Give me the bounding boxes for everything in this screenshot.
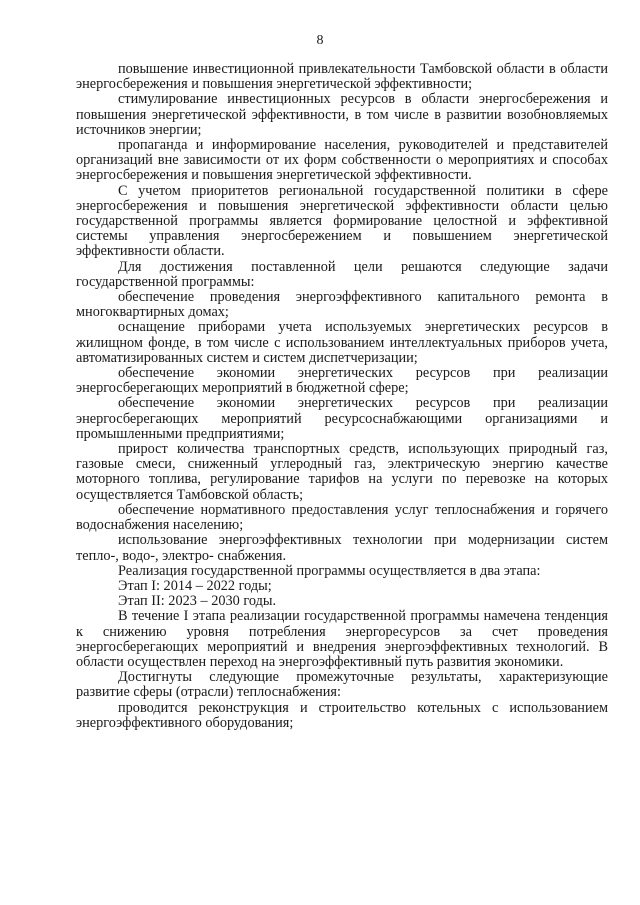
paragraph: Для достижения поставленной цели решаются следующие задачи государственной программы: — [76, 258, 608, 290]
paragraph: использование энергоэффективных технологии при модернизации систем тепло-, водо-, электро- снабжения. — [76, 532, 608, 564]
paragraph: оснащение приборами учета используемых энергетических ресурсов в жилищном фонде, в том числе с использованием интеллектуальных приборов учета, автоматизированных систем и систем диспетчеризации; — [76, 319, 608, 366]
paragraph: Достигнуты следующие промежуточные результаты, характеризующие развитие сферы (отрасли) теплоснабжения: — [76, 669, 608, 701]
paragraph: Реализация государственной программы осуществляется в два этапа: — [118, 562, 541, 579]
paragraph: обеспечение проведения энергоэффективного капитального ремонта в многоквартирных домах; — [76, 289, 608, 321]
paragraph: прирост количества транспортных средств, использующих природный газ, газовые смеси, сниженный углеродный газ, электрическую энергию качестве моторного топлива, регулирование тарифов на услуги по перевозке на которых осуществляется Тамбовской область; — [76, 441, 608, 503]
page-number: 8 — [316, 33, 324, 48]
paragraph: обеспечение экономии энергетических ресурсов при реализации энергосберегающих мероприятий в бюджетной сфере; — [76, 365, 608, 397]
paragraph: Этап II: 2023 – 2030 годы. — [118, 593, 277, 610]
paragraph: обеспечение нормативного предоставления услуг теплоснабжения и горячего водоснабжения населению; — [76, 501, 608, 534]
paragraph: пропаганда и информирование населения, руководителей и представителей организаций вне зависимости от их форм собственности о мероприятиях и способах энергосбережения и повышения энергетической эффективности. — [76, 137, 608, 184]
document-body — [76, 62, 608, 731]
paragraph: В течение I этапа реализации государственной программы намечена тенденция к снижению уровня потребления энергоресурсов за счет проведения энергосберегающих мероприятий и внедрения энергоэффективных технологий. В области осуществлен переход на энергоэффективный путь развития экономики. — [76, 608, 608, 670]
paragraph: С учетом приоритетов региональной государственной политики в сфере энергосбережения и повышения энергетической эффективности области целью государственной программы является формирование целостной и эффективной системы управления энергосбережением и повышением энергетической эффективности области. — [76, 182, 608, 260]
paragraph: повышение инвестиционной привлекательности Тамбовской области в области энергосбережения и повышения энергетической эффективности; — [76, 61, 608, 93]
paragraph: Этап I: 2014 – 2022 годы; — [118, 577, 272, 594]
paragraph: обеспечение экономии энергетических ресурсов при реализации энергосберегающих мероприятий ресурсоснабжающими организациями и промышленными предприятиями; — [76, 395, 608, 442]
paragraph: проводится реконструкция и строительство котельных с использованием энергоэффективного оборудования; — [76, 699, 608, 731]
paragraph: стимулирование инвестиционных ресурсов в области энергосбережения и повышения энергетической эффективности, в том числе в развитии возобновляемых источников энергии; — [76, 91, 608, 138]
